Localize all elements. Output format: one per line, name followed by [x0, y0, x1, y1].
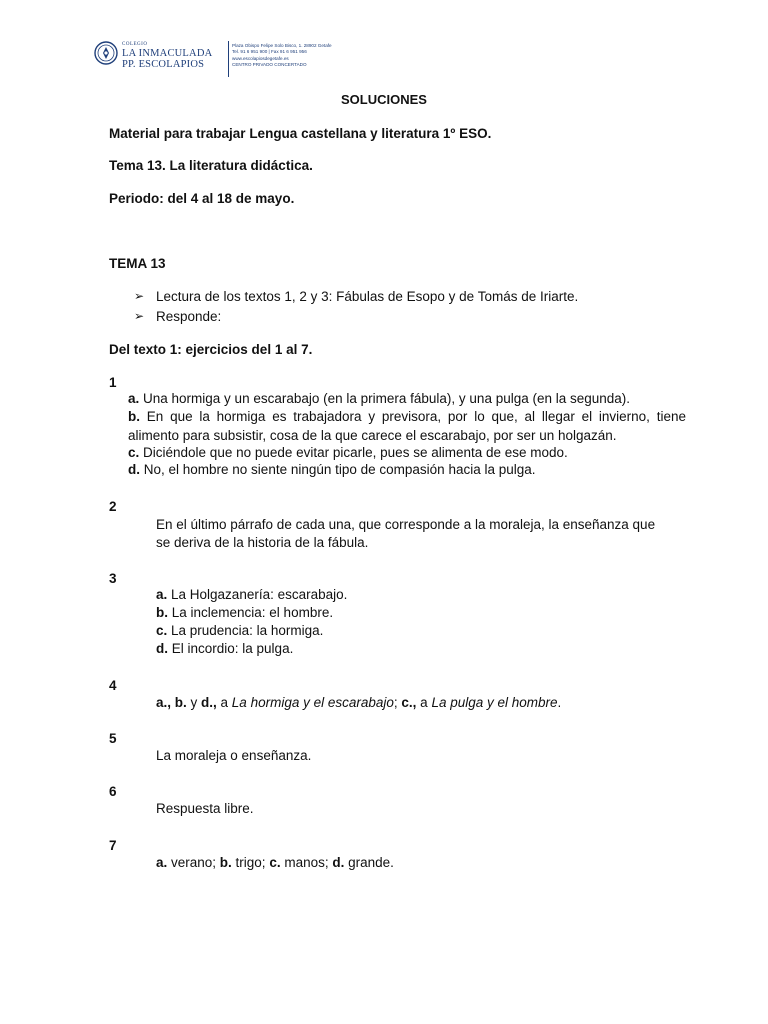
exercise-number: 3 — [109, 571, 117, 586]
answer-text: La Holgazanería: escarabajo. — [167, 587, 348, 602]
section-heading: TEMA 13 — [109, 256, 166, 271]
answer-line — [156, 586, 347, 603]
answer-line — [156, 854, 394, 871]
exercise-number: 7 — [109, 838, 117, 853]
answer-letter: b. — [156, 605, 168, 620]
answer-line — [156, 604, 333, 621]
answer-letter: b. — [219, 855, 232, 870]
material-line: Material para trabajar Lengua castellana y literatura 1º ESO. — [109, 126, 492, 141]
address-line: www.escolapiosdegetafe.es — [232, 55, 289, 61]
school-name-line2: PP. ESCOLAPIOS — [122, 59, 205, 70]
letterhead — [94, 40, 344, 80]
answer-letter: c. — [269, 855, 281, 870]
exercise-number: 2 — [109, 499, 117, 514]
answer-text: La prudencia: la hormiga. — [167, 623, 324, 638]
address-line: Tel. 91 6 951 900 | Fax 91 6 951 956 — [232, 49, 307, 55]
answer-line: Respuesta libre. — [156, 801, 254, 816]
answer-text: ; — [393, 695, 402, 710]
header-divider — [228, 41, 229, 77]
answer-letter: d. — [156, 641, 168, 656]
answer-text: a — [416, 695, 432, 710]
address-line: CENTRO PRIVADO CONCERTADO — [232, 61, 307, 67]
answer-line — [156, 694, 561, 711]
answer-text: En que la hormiga es trabajadora y previsora, por lo que, al llegar el invierno, tiene — [140, 409, 686, 424]
answer-letter: c. — [128, 445, 140, 460]
school-address — [232, 43, 342, 68]
answer-line-justified — [128, 408, 686, 425]
school-name-small: COLEGIO — [122, 42, 148, 47]
answer-text: . — [557, 695, 562, 710]
exercise-number: 4 — [109, 678, 117, 693]
address-line: Plaza Obispo Felipe Solo Bisco, 1. 28902 Getafe — [232, 43, 332, 48]
answer-line — [128, 461, 536, 478]
arrow-bullet-icon: ➢ — [134, 309, 145, 323]
bullet-item: Responde: — [156, 309, 222, 324]
answer-bold-part: c., — [401, 695, 417, 710]
answer-text: Una hormiga y un escarabajo (en la primera fábula), y una pulga (en la segunda). — [139, 391, 631, 406]
school-seal-icon — [94, 41, 118, 65]
answer-text: No, el hombre no siente ningún tipo de compasión hacia la pulga. — [140, 462, 536, 477]
answer-bold-part: d., — [201, 695, 217, 710]
tema-line: Tema 13. La literatura didáctica. — [109, 158, 313, 173]
answer-text: El incordio: la pulga. — [168, 641, 294, 656]
answer-text: grande. — [344, 855, 394, 870]
answer-text: verano; — [167, 855, 220, 870]
fable-title: La pulga y el hombre — [431, 695, 558, 710]
answer-line — [156, 640, 293, 657]
answer-text: manos; — [280, 855, 333, 870]
answer-letter: a. — [156, 855, 168, 870]
answer-line — [128, 390, 630, 407]
answer-letter: a. — [128, 391, 140, 406]
exercise-number: 6 — [109, 784, 117, 799]
answer-text: y — [186, 695, 202, 710]
school-name-line1: LA INMACULADA — [122, 48, 213, 59]
bullet-item: Lectura de los textos 1, 2 y 3: Fábulas de Esopo y de Tomás de Iriarte. — [156, 289, 579, 304]
answer-text: a — [216, 695, 232, 710]
exercise-number: 1 — [109, 375, 117, 390]
answer-line: La moraleja o enseñanza. — [156, 748, 312, 763]
answer-text: Diciéndole que no puede evitar picarle, pues se alimenta de ese modo. — [139, 445, 568, 460]
subheading: Del texto 1: ejercicios del 1 al 7. — [109, 342, 313, 357]
answer-bold-part: a., b. — [156, 695, 187, 710]
answer-letter: a. — [156, 587, 168, 602]
fable-title: La hormiga y el escarabajo — [231, 695, 394, 710]
answer-line: se deriva de la historia de la fábula. — [156, 535, 369, 550]
page-title: SOLUCIONES — [341, 92, 427, 107]
answer-text: trigo; — [231, 855, 270, 870]
arrow-bullet-icon: ➢ — [134, 289, 145, 303]
exercise-number: 5 — [109, 731, 117, 746]
answer-text: La inclemencia: el hombre. — [168, 605, 334, 620]
school-name — [122, 42, 222, 70]
answer-line: En el último párrafo de cada una, que corresponde a la moraleja, la enseñanza que — [156, 517, 656, 532]
answer-letter: d. — [332, 855, 345, 870]
answer-letter: d. — [128, 462, 140, 477]
answer-letter: b. — [128, 409, 140, 424]
answer-line — [128, 444, 568, 461]
answer-line — [156, 622, 323, 639]
answer-line: alimento para subsistir, cosa de la que carece el escarabajo, por ser un holgazán. — [128, 428, 617, 443]
periodo-line: Periodo: del 4 al 18 de mayo. — [109, 191, 295, 206]
answer-letter: c. — [156, 623, 168, 638]
